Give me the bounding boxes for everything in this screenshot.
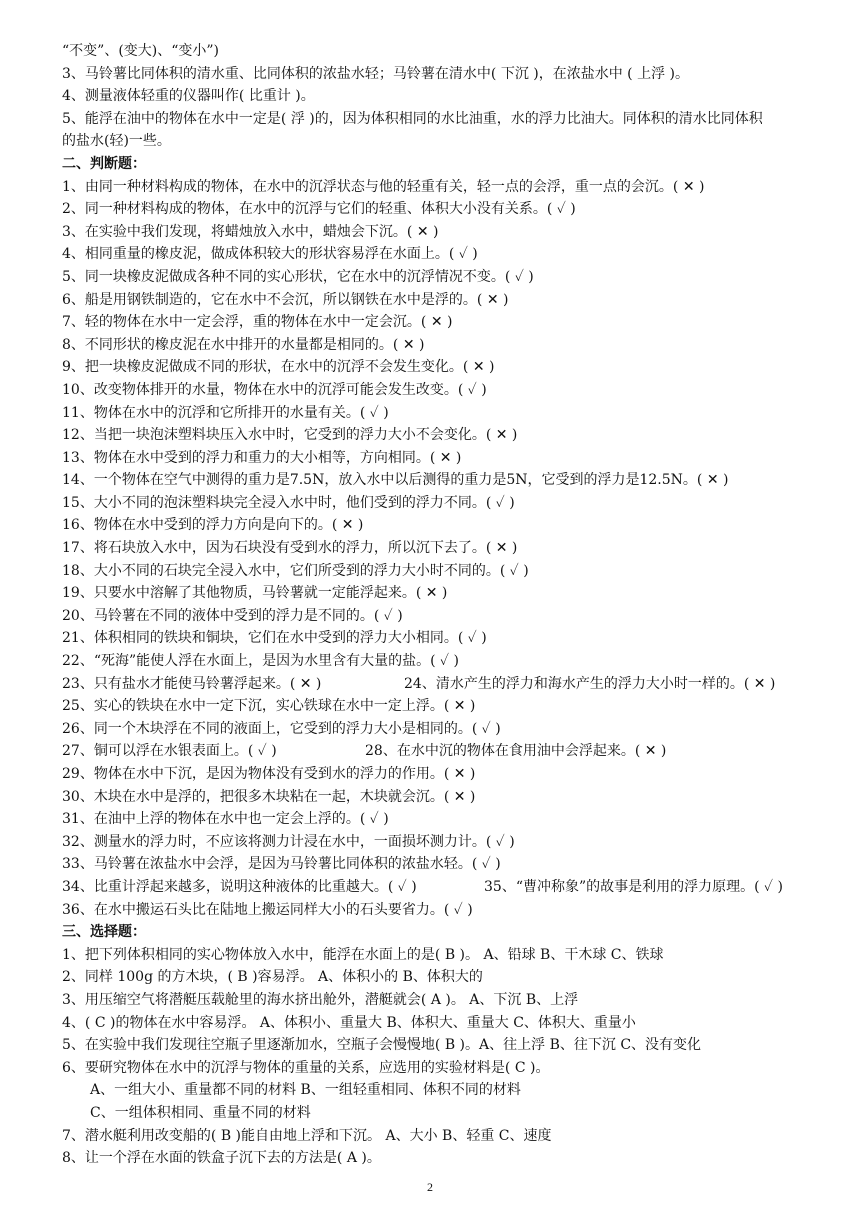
line-text: 4、( C )的物体在水中容易浮。 A、体积小、重量大 B、体积大、重量大 C、体积大、重量小 xyxy=(62,1014,636,1031)
question-text: 35、“曹冲称象”的故事是利用的浮力原理。( ✓ ) xyxy=(484,878,783,895)
line-text: 1、由同一种材料构成的物体，在水中的沉浮状态与他的轻重有关，轻一点的会浮，重一点的会沉。( ✕ ) xyxy=(62,178,705,195)
question-text: 34、比重计浮起来越多，说明这种液体的比重越大。( ✓ ) xyxy=(62,878,417,895)
question-line xyxy=(62,740,832,763)
line-text: 32、测量水的浮力时，不应该将测力计浸在水中，一面损坏测力计。( ✓ ) xyxy=(62,833,515,850)
line-text: 12、当把一块泡沫塑料块压入水中时，它受到的浮力大小不会变化。( ✕ ) xyxy=(62,427,518,444)
question-line xyxy=(62,63,832,86)
line-text: 21、体积相同的铁块和铜块，它们在水中受到的浮力大小相同。( ✓ ) xyxy=(62,630,487,647)
line-text: 3、用压缩空气将潜艇压载舱里的海水挤出舱外，潜艇就会( A )。 A、下沉 B、上浮 xyxy=(62,991,579,1008)
line-text: 7、轻的物体在水中一定会浮，重的物体在水中一定会沉。( ✕ ) xyxy=(62,314,453,331)
line-text: 8、让一个浮在水面的铁盒子沉下去的方法是( A )。 xyxy=(62,1150,381,1167)
question-line xyxy=(62,763,832,786)
line-text: 2、同一种材料构成的物体，在水中的沉浮与它们的轻重、体积大小没有关系。( ✓ ) xyxy=(62,201,576,218)
line-text: 5、在实验中我们发现往空瓶子里逐渐加水，空瓶子会慢慢地( B )。A、往上浮 B、往下沉 C、没有变化 xyxy=(62,1037,702,1054)
heading-text: 三、选择题： xyxy=(62,924,146,941)
line-text: 4、相同重量的橡皮泥，做成体积较大的形状容易浮在水面上。( ✓ ) xyxy=(62,246,478,263)
question-line xyxy=(62,334,832,357)
line-text: 8、不同形状的橡皮泥在水中排开的水量都是相同的。( ✕ ) xyxy=(62,336,425,353)
continuation-line xyxy=(62,130,832,153)
question-line xyxy=(62,289,832,312)
line-text: 4、测量液体轻重的仪器叫作( 比重计 )。 xyxy=(62,88,315,105)
line-text: 22、“死海”能使人浮在水面上，是因为水里含有大量的盐。( ✓ ) xyxy=(62,653,459,670)
line-text: 5、能浮在油中的物体在水中一定是( 浮 )的，因为体积相同的水比油重，水的浮力比油大。同体积的清水比同体积 xyxy=(62,110,763,127)
line-text: 11、物体在水中的沉浮和它所排开的水量有关。( ✓ ) xyxy=(62,404,389,421)
question-text: 28、在水中沉的物体在食用油中会浮起来。( ✕ ) xyxy=(365,743,667,760)
line-text: 19、只要水中溶解了其他物质，马铃薯就一定能浮起来。( ✕ ) xyxy=(62,585,448,602)
question-line xyxy=(62,944,832,967)
line-text: 36、在水中搬运石头比在陆地上搬运同样大小的石头要省力。( ✓ ) xyxy=(62,901,473,918)
line-text: 的盐水(轻)一些。 xyxy=(62,133,171,150)
question-line xyxy=(62,402,832,425)
question-line xyxy=(62,582,832,605)
question-line xyxy=(62,966,832,989)
question-line xyxy=(62,243,832,266)
question-line xyxy=(62,627,832,650)
line-text: 13、物体在水中受到的浮力和重力的大小相等，方向相同。( ✕ ) xyxy=(62,449,462,466)
line-text: 29、物体在水中下沉，是因为物体没有受到水的浮力的作用。( ✕ ) xyxy=(62,766,476,782)
line-text: 2、同样 100g 的方木块，( B )容易浮。 A、体积小的 B、体积大的 xyxy=(62,969,483,986)
question-line xyxy=(62,695,832,718)
line-text: 10、改变物体排开的水量，物体在水中的沉浮可能会发生改变。( ✓ ) xyxy=(62,381,487,398)
question-line xyxy=(62,718,832,741)
line-text: 14、一个物体在空气中测得的重力是7.5N，放入水中以后测得的重力是5N，它受到的浮力是12.5N。( ✕ ) xyxy=(62,472,729,489)
continuation-line xyxy=(62,40,832,63)
question-line xyxy=(62,853,832,876)
question-line xyxy=(62,176,832,199)
line-text: 18、大小不同的石块完全浸入水中，它们所受到的浮力大小时不同的。( ✓ ) xyxy=(62,562,529,579)
question-line xyxy=(62,605,832,628)
line-text: 20、马铃薯在不同的液体中受到的浮力是不同的。( ✓ ) xyxy=(62,607,403,624)
question-line xyxy=(62,899,832,922)
line-text: C、一组体积相同、重量不同的材料 xyxy=(90,1104,311,1121)
question-line xyxy=(62,1147,832,1170)
question-line xyxy=(62,1125,832,1148)
question-line xyxy=(62,1057,832,1080)
question-line xyxy=(62,514,832,537)
question-line xyxy=(62,356,832,379)
question-line xyxy=(62,447,832,470)
question-text: 27、铜可以浮在水银表面上。( ✓ ) xyxy=(62,743,277,760)
question-line xyxy=(62,650,832,673)
line-text: 17、将石块放入水中，因为石块没有受到水的浮力，所以沉下去了。( ✕ ) xyxy=(62,540,518,557)
line-text: A、一组大小、重量都不同的材料 B、一组轻重相同、体积不同的材料 xyxy=(90,1082,521,1099)
line-text: “不变”、(变大)、“变小”) xyxy=(62,43,220,59)
option-line xyxy=(62,1102,832,1125)
question-line xyxy=(62,424,832,447)
question-line xyxy=(62,469,832,492)
question-line xyxy=(62,221,832,244)
question-line xyxy=(62,989,832,1012)
line-text: 33、马铃薯在浓盐水中会浮，是因为马铃薯比同体积的浓盐水轻。( ✓ ) xyxy=(62,856,501,873)
heading-text: 二、判断题： xyxy=(62,155,146,172)
question-line xyxy=(62,1034,832,1057)
section-heading xyxy=(62,153,832,176)
page-number: 2 xyxy=(427,1180,433,1194)
question-line xyxy=(62,1012,832,1035)
question-text: 23、只有盐水才能使马铃薯浮起来。( ✕ ) xyxy=(62,675,322,692)
question-line xyxy=(62,876,832,899)
line-text: 7、潜水艇利用改变船的( B )能自由地上浮和下沉。 A、大小 B、轻重 C、速度 xyxy=(62,1127,552,1144)
option-line xyxy=(62,1079,832,1102)
line-text: 31、在油中上浮的物体在水中也一定会上浮的。( ✓ ) xyxy=(62,811,389,828)
question-text: 24、清水产生的浮力和海水产生的浮力大小时一样的。( ✕ ) xyxy=(404,675,776,692)
document-body xyxy=(62,40,832,1170)
question-line xyxy=(62,808,832,831)
question-line xyxy=(62,673,832,696)
line-text: 9、把一块橡皮泥做成不同的形状，在水中的沉浮不会发生变化。( ✕ ) xyxy=(62,359,495,376)
section-heading xyxy=(62,921,832,944)
question-line xyxy=(62,786,832,809)
line-text: 3、在实验中我们发现，将蜡烛放入水中，蜡烛会下沉。( ✕ ) xyxy=(62,223,439,240)
line-text: 25、实心的铁块在水中一定下沉，实心铁球在水中一定上浮。( ✕ ) xyxy=(62,698,476,715)
question-line xyxy=(62,831,832,854)
question-line xyxy=(62,108,832,131)
question-line xyxy=(62,492,832,515)
line-text: 6、船是用钢铁制造的，它在水中不会沉，所以钢铁在水中是浮的。( ✕ ) xyxy=(62,291,509,308)
question-line xyxy=(62,198,832,221)
line-text: 3、马铃薯比同体积的清水重、比同体积的浓盐水轻；马铃薯在清水中( 下沉 )，在浓盐水中 ( 上浮 )。 xyxy=(62,65,690,82)
line-text: 15、大小不同的泡沫塑料块完全浸入水中时，他们受到的浮力不同。( ✓ ) xyxy=(62,494,515,511)
line-text: 26、同一个木块浮在不同的液面上，它受到的浮力大小是相同的。( ✓ ) xyxy=(62,720,501,737)
line-text: 16、物体在水中受到的浮力方向是向下的。( ✕ ) xyxy=(62,517,364,534)
line-text: 1、把下列体积相同的实心物体放入水中，能浮在水面上的是( B )。 A、铅球 B、干木球 C、铁球 xyxy=(62,946,664,963)
question-line xyxy=(62,379,832,402)
line-text: 5、同一块橡皮泥做成各种不同的实心形状，它在水中的沉浮情况不变。( ✓ ) xyxy=(62,268,534,285)
question-line xyxy=(62,537,832,560)
line-text: 30、木块在水中是浮的，把很多木块粘在一起，木块就会沉。( ✕ ) xyxy=(62,788,476,805)
question-line xyxy=(62,85,832,108)
question-line xyxy=(62,266,832,289)
question-line xyxy=(62,560,832,583)
line-text: 6、要研究物体在水中的沉浮与物体的重量的关系，应选用的实验材料是( C )。 xyxy=(62,1059,550,1076)
question-line xyxy=(62,311,832,334)
